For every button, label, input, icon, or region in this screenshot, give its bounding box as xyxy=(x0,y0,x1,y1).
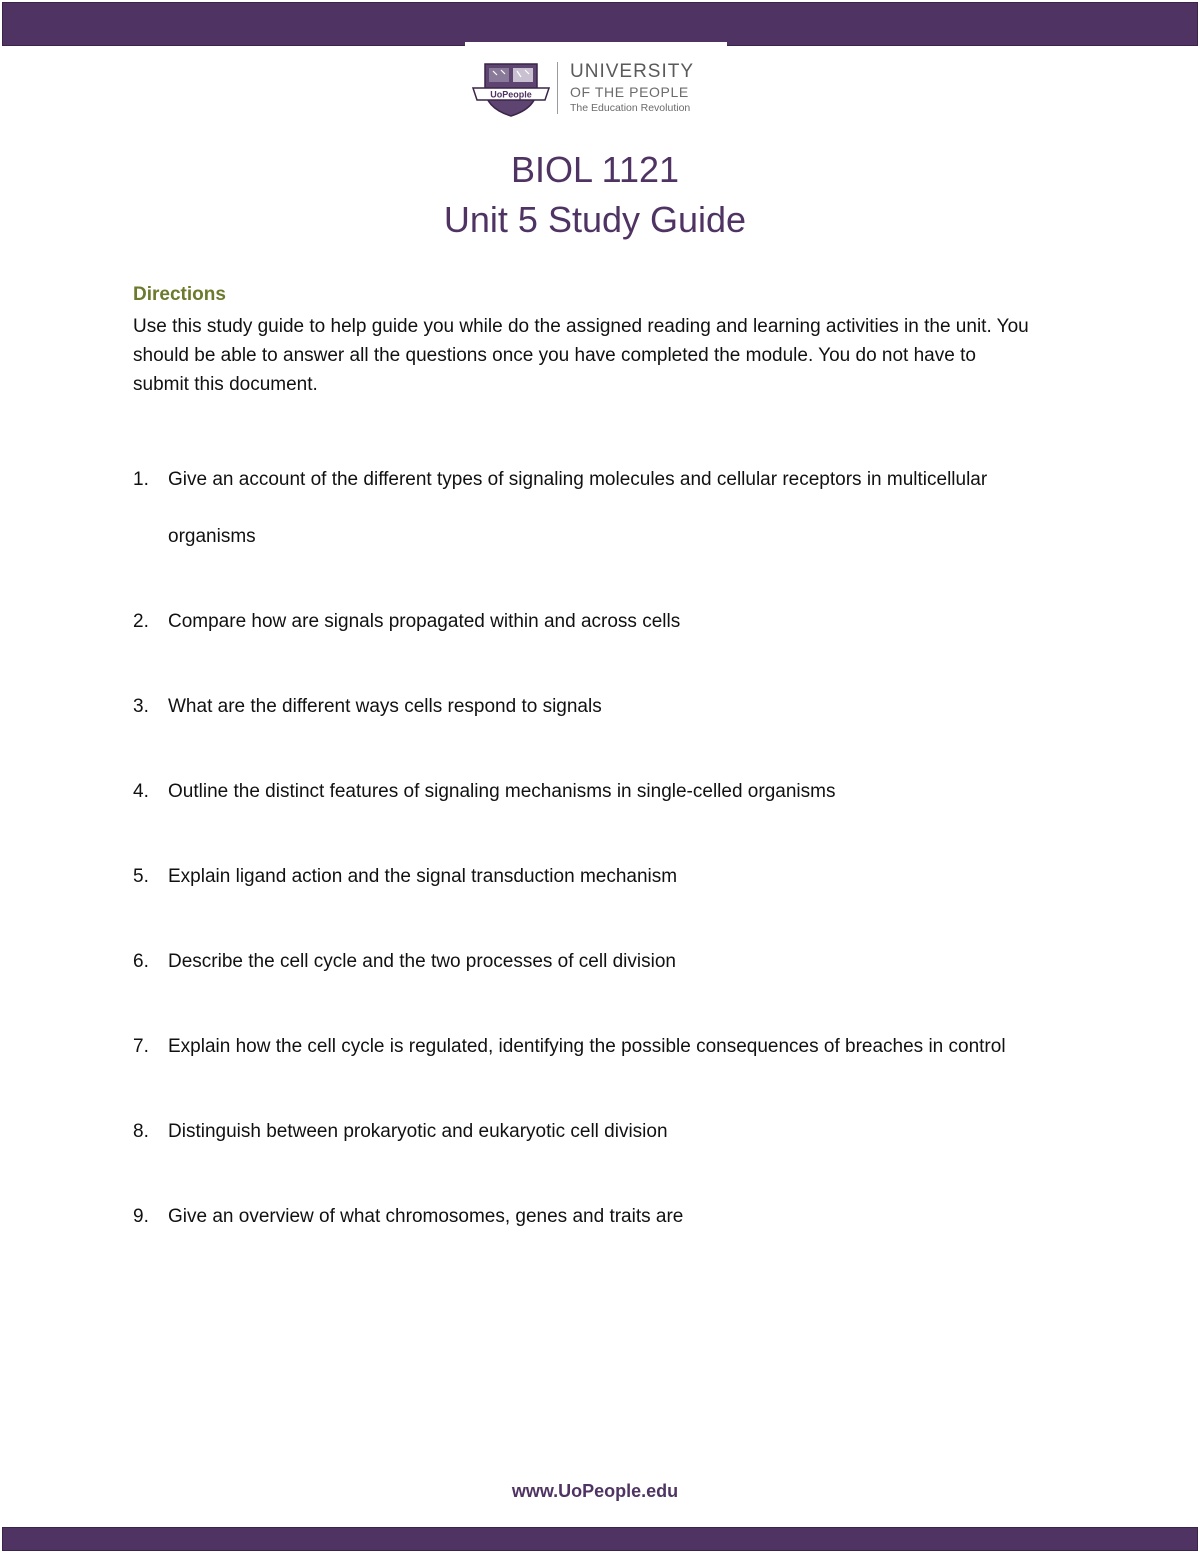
question-number: 4. xyxy=(133,781,149,802)
question-item xyxy=(133,678,1053,735)
logo-tagline: The Education Revolution xyxy=(570,102,691,114)
logo-of-the-people-text: OF THE PEOPLE xyxy=(570,84,689,100)
question-number: 2. xyxy=(133,611,149,632)
logo-university-text: UNIVERSITY xyxy=(570,61,695,82)
footer-bar xyxy=(2,1527,1198,1551)
question-list xyxy=(133,451,1053,1273)
question-item xyxy=(133,933,1053,990)
question-text: Explain how the cell cycle is regulated, identifying the possible consequences of breaches in control xyxy=(168,1036,1006,1057)
question-item xyxy=(133,763,1053,820)
question-item xyxy=(133,593,1053,650)
question-number: 9. xyxy=(133,1206,149,1227)
logo-divider xyxy=(557,62,558,114)
question-item xyxy=(133,848,1053,905)
directions-heading: Directions xyxy=(133,284,226,305)
study-guide-title: Unit 5 Study Guide xyxy=(443,199,747,240)
question-text: Give an account of the different types of signaling molecules and cellular receptors in multicellular organisms xyxy=(168,469,988,547)
question-item xyxy=(133,451,1053,565)
question-number: 5. xyxy=(133,866,149,887)
question-text: Explain ligand action and the signal transduction mechanism xyxy=(168,866,678,887)
question-text: Give an overview of what chromosomes, genes and traits are xyxy=(168,1206,684,1227)
question-text: Outline the distinct features of signaling mechanisms in single-celled organisms xyxy=(168,781,836,802)
question-item xyxy=(133,1188,1053,1245)
question-text: What are the different ways cells respond to signals xyxy=(168,696,602,717)
question-number: 1. xyxy=(133,469,149,490)
question-text: Compare how are signals propagated within and across cells xyxy=(168,611,681,632)
directions-body: Use this study guide to help guide you while do the assigned reading and learning activities in the unit. You should be able to answer all the questions once you have completed the module. You do not have to submit this document. xyxy=(133,316,1029,395)
question-text: Distinguish between prokaryotic and eukaryotic cell division xyxy=(168,1121,668,1142)
question-number: 3. xyxy=(133,696,149,717)
crest-icon xyxy=(471,58,551,118)
question-item xyxy=(133,1018,1053,1075)
footer-website-link[interactable]: www.UoPeople.edu xyxy=(511,1481,679,1501)
header-bar xyxy=(2,2,1198,46)
question-text: Describe the cell cycle and the two processes of cell division xyxy=(168,951,676,972)
university-logo xyxy=(465,42,727,132)
question-item xyxy=(133,1103,1053,1160)
question-number: 7. xyxy=(133,1036,149,1057)
question-number: 6. xyxy=(133,951,149,972)
svg-text:UoPeople: UoPeople xyxy=(490,89,532,100)
question-number: 8. xyxy=(133,1121,149,1142)
course-title: BIOL 1121 xyxy=(510,149,680,190)
